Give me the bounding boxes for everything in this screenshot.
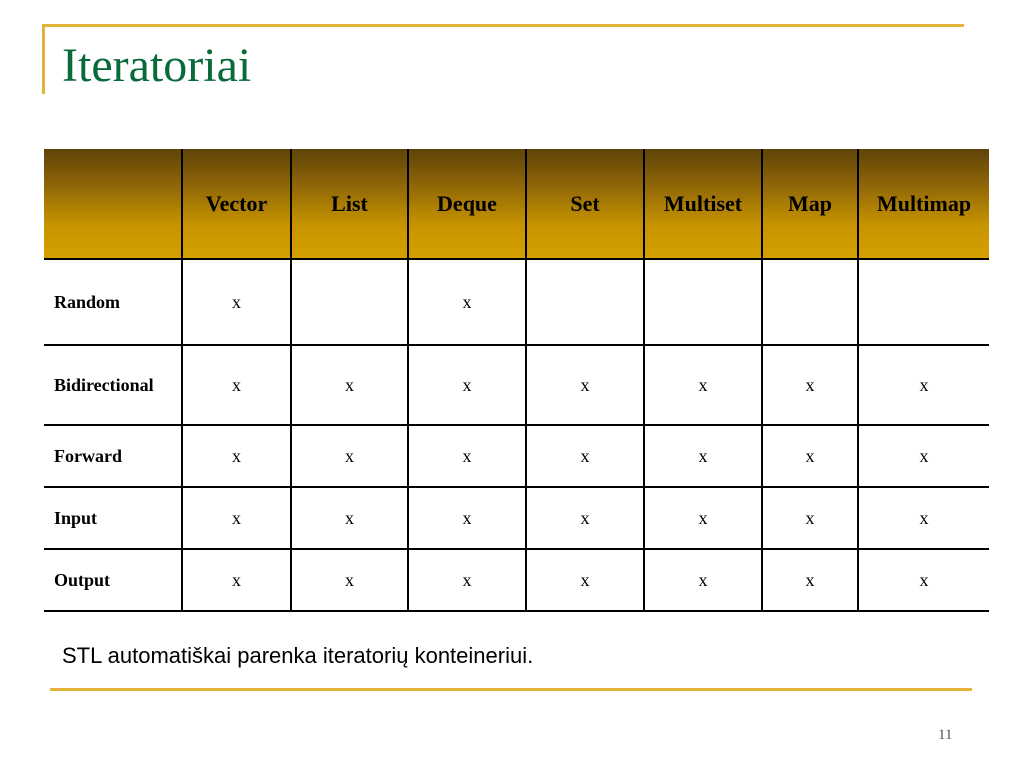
table-cell: x [526, 549, 644, 611]
table-cell [291, 259, 408, 345]
column-header: Map [762, 149, 858, 259]
table-row [44, 345, 989, 425]
column-header: Set [526, 149, 644, 259]
table-cell: x [408, 549, 526, 611]
table-cell: x [291, 425, 408, 487]
column-header: Vector [182, 149, 291, 259]
slide-title: Iteratoriai [62, 39, 252, 92]
table-cell: x [858, 549, 989, 611]
table-cell: x [644, 549, 762, 611]
table-row [44, 425, 989, 487]
footnote-text: STL automatiškai parenka iteratorių konteineriui. [62, 643, 534, 668]
table-row [44, 487, 989, 549]
table-cell: x [762, 487, 858, 549]
table-cell: x [182, 345, 291, 425]
table-row [44, 259, 989, 345]
column-header: Deque [408, 149, 526, 259]
column-header: Multiset [644, 149, 762, 259]
iterator-table [44, 149, 989, 612]
table-cell: x [526, 345, 644, 425]
table-cell [858, 259, 989, 345]
table-cell: x [182, 425, 291, 487]
frame-bottom-line [50, 688, 972, 691]
table-cell: x [762, 549, 858, 611]
table-cell [526, 259, 644, 345]
row-header: Input [44, 487, 182, 549]
table-cell: x [408, 345, 526, 425]
table-cell: x [291, 345, 408, 425]
row-header: Output [44, 549, 182, 611]
table-row [44, 549, 989, 611]
row-header: Forward [44, 425, 182, 487]
table-cell: x [408, 259, 526, 345]
table-cell: x [762, 345, 858, 425]
frame-top-line [42, 24, 964, 27]
page-number: 11 [938, 727, 953, 743]
table-cell: x [762, 425, 858, 487]
table-cell: x [858, 425, 989, 487]
table-cell: x [182, 549, 291, 611]
table-cell: x [644, 425, 762, 487]
column-header: List [291, 149, 408, 259]
table-cell: x [408, 425, 526, 487]
row-header: Random [44, 259, 182, 345]
row-header: Bidirectional [44, 345, 182, 425]
column-header: Multimap [858, 149, 989, 259]
table-cell: x [408, 487, 526, 549]
table-cell: x [182, 487, 291, 549]
table-cell: x [291, 487, 408, 549]
table-corner-cell [44, 149, 182, 259]
table-cell: x [182, 259, 291, 345]
table-cell: x [526, 487, 644, 549]
table-header-row [44, 149, 989, 259]
table-cell: x [526, 425, 644, 487]
table-cell: x [644, 487, 762, 549]
frame-left-line [42, 24, 45, 94]
table-cell: x [858, 487, 989, 549]
table-cell: x [858, 345, 989, 425]
table-cell: x [291, 549, 408, 611]
table-cell [762, 259, 858, 345]
table-cell: x [644, 345, 762, 425]
table-cell [644, 259, 762, 345]
